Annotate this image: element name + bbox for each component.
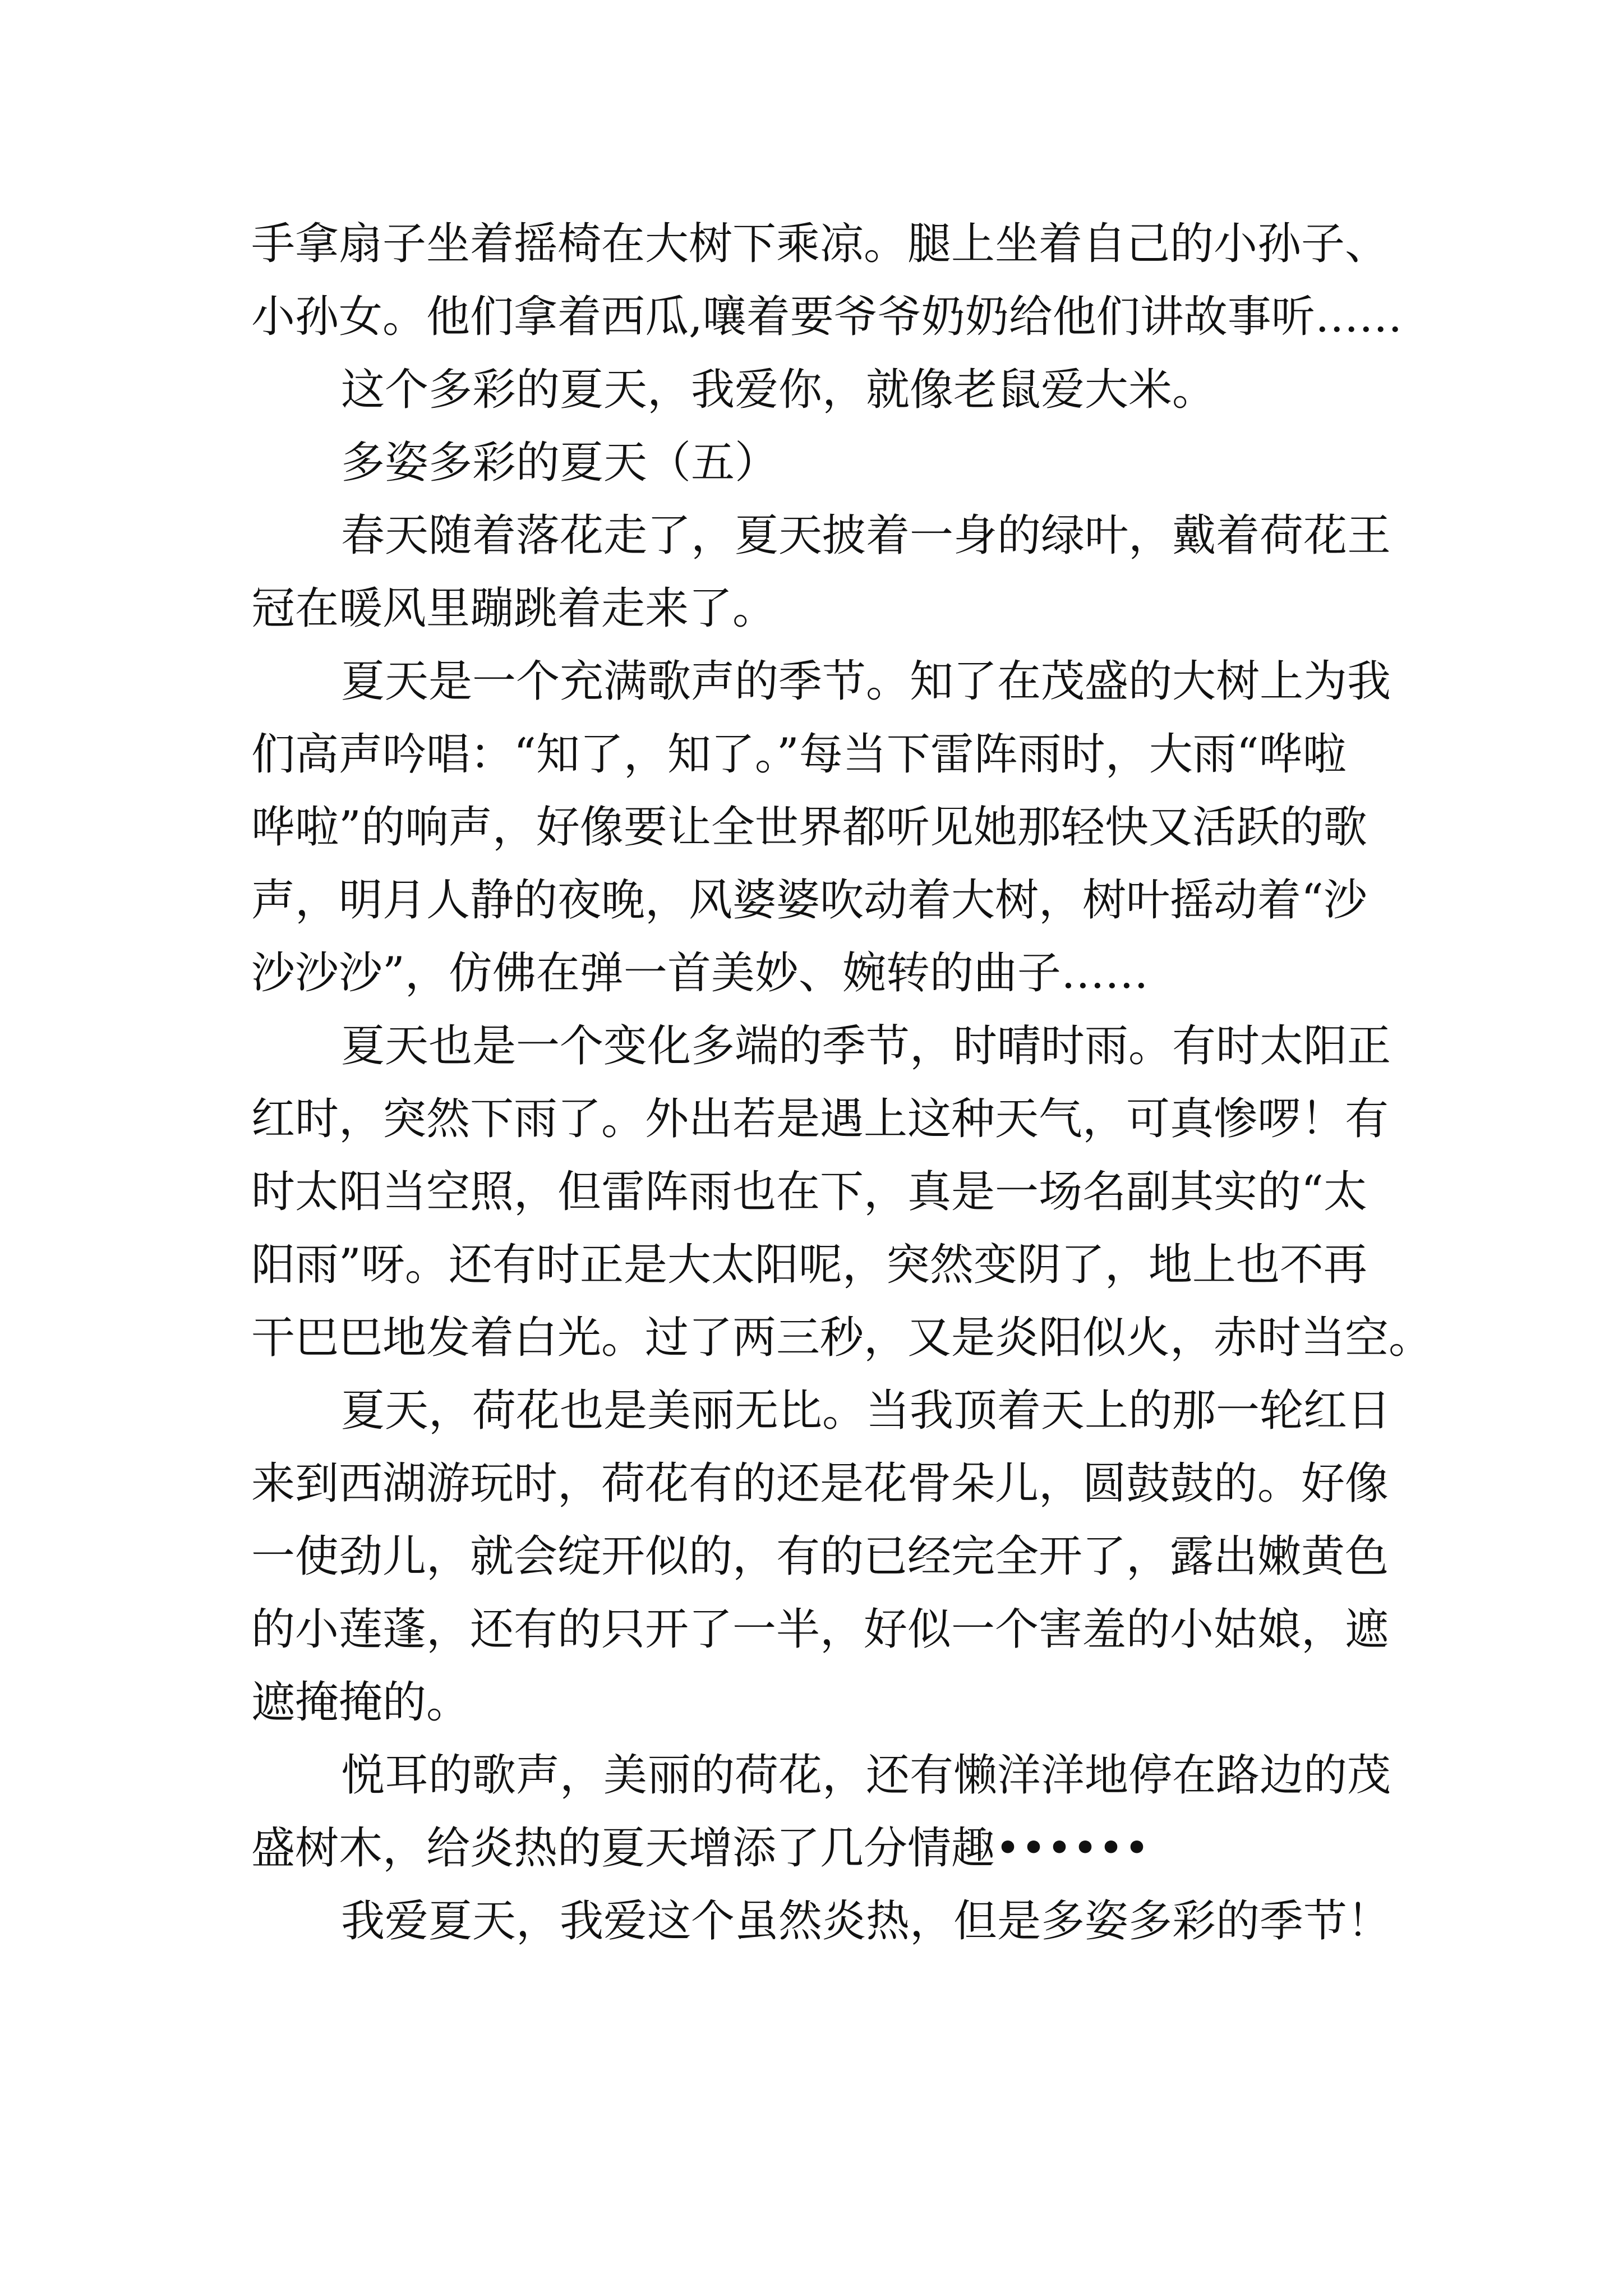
section-heading: 多姿多彩的夏天（五）: [341, 438, 779, 488]
text-line: 冠在暖风里蹦跳着走来了。: [251, 583, 777, 634]
text-line: 遮掩掩的。: [251, 1677, 471, 1728]
text-line: 夏天是一个充满歌声的季节。知了在茂盛的大树上为我: [341, 656, 1391, 707]
text-line: 盛树木，给炎热的夏天增添了几分情趣••••••: [251, 1823, 1150, 1874]
text-line: 哗啦”的响声，好像要让全世界都听见她那轻快又活跃的歌: [251, 802, 1367, 853]
text-line: 这个多彩的夏天，我爱你，就像老鼠爱大米。: [341, 365, 1216, 415]
text-line: 声，明月人静的夜晚，风婆婆吹动着大树，树叶摇动着“沙: [251, 875, 1367, 926]
text-line: 干巴巴地发着白光。过了两三秒，又是炎阳似火，赤时当空。: [251, 1313, 1433, 1363]
document-body: [251, 208, 1433, 1958]
text-line: 夏天，荷花也是美丽无比。当我顶着天上的那一轮红日: [341, 1386, 1391, 1436]
text-line: 手拿扇子坐着摇椅在大树下乘凉。腿上坐着自己的小孙子、: [251, 219, 1389, 269]
text-line: 们高声吟唱：“知了，知了。”每当下雷阵雨时，大雨“哗啦: [251, 729, 1347, 780]
text-line: 时太阳当空照，但雷阵雨也在下，真是一场名副其实的“太: [251, 1167, 1367, 1217]
text-line: 一使劲儿，就会绽开似的，有的已经完全开了，露出嫩黄色: [251, 1531, 1389, 1582]
text-line: 红时，突然下雨了。外出若是遇上这种天气，可真惨啰！有: [251, 1094, 1389, 1144]
text-line: 来到西湖游玩时，荷花有的还是花骨朵儿，圆鼓鼓的。好像: [251, 1458, 1389, 1509]
text-line: 阳雨”呀。还有时正是大太阳呢，突然变阴了，地上也不再: [251, 1240, 1367, 1290]
text-line: 的小莲蓬，还有的只开了一半，好似一个害羞的小姑娘，遮: [251, 1604, 1389, 1655]
text-line: 我爱夏天，我爱这个虽然炎热，但是多姿多彩的季节！: [341, 1896, 1391, 1947]
text-line: 小孙女。他们拿着西瓜,嚷着要爷爷奶奶给他们讲故事听……: [251, 292, 1403, 342]
text-line: 悦耳的歌声，美丽的荷花，还有懒洋洋地停在路边的茂: [341, 1750, 1391, 1801]
text-line: 沙沙沙”，仿佛在弹一首美妙、婉转的曲子……: [251, 948, 1149, 999]
text-line: 夏天也是一个变化多端的季节，时晴时雨。有时太阳正: [341, 1021, 1391, 1071]
text-line: 春天随着落花走了，夏天披着一身的绿叶，戴着荷花王: [341, 510, 1391, 561]
